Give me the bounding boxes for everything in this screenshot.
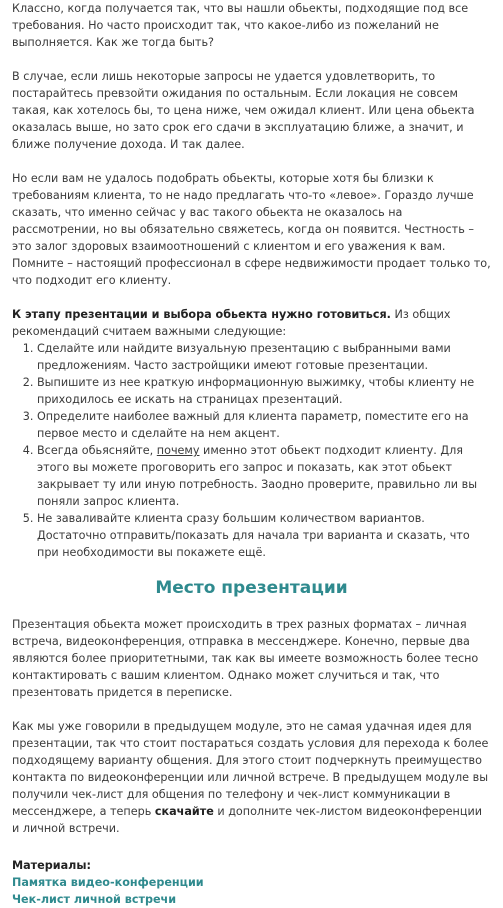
- list-item: 5. Не заваливайте клиента сразу большим количеством вариантов. Достаточно отправить/показать для начала три варианта и сказать, что при необходимости вы покажете ещё.: [37, 510, 491, 561]
- paragraph-no-match: Но если вам не удалось подобрать обьекты, которые хотя бы близки к требованиям клиента, то не надо предлагать что-то «левое». Гораздо лучше сказать, что именно сейчас у вас такого обьекта не оказалось на рассмотрении, но вы обязательно свяжетесь, когда он появится. Честность – это залог здоровых взаимоотношений с клиентом и его уважения к вам. Помните – настоящий профессионал в сфере недвижимости продает только то, что подходит его клиенту.: [12, 172, 491, 287]
- checklist-text-end: и дополните чек-листом видеоконференции и личной встречи.: [12, 805, 482, 835]
- list-item: 1. Сделайте или найдите визуальную презентацию с выбранными вами предложениям. Часто застройщики имеют готовые презентации.: [37, 340, 491, 374]
- paragraph-checklist: [12, 718, 491, 837]
- list-item-text: Всегда обьясняйте,: [37, 444, 157, 457]
- list-item: 2. Выпишите из нее краткую информационную выжимку, чтобы клиенту не приходилось ее искать на страницах презентаций.: [37, 374, 491, 408]
- prepare-rest-text: Из общих рекомендаций считаем важными следующие:: [12, 308, 451, 338]
- paragraph-prepare: [12, 306, 491, 340]
- list-item: [37, 442, 491, 510]
- underlined-word: почему: [156, 444, 200, 457]
- checklist-text: Как мы уже говорили в предыдущем модуле, это не самая удачная идея для презентации, так что стоит постараться создать условия для перехода к более подходящему варианту общения. Для этого стоит подчеркнуть преимущество контакта по видеоконференции или личной встрече. В предыдущем модуле вы получили чек-лист для общения по телефону и чек-лист коммуникации в мессенджере, а теперь: [12, 720, 489, 818]
- paragraph-partial-match: В случае, если лишь некоторые запросы не удается удовлетворить, то постарайтесь превзойти ожидания по остальным. Если локация не совсем такая, как хотелось бы, то цена ниже, чем ожидал клиент. Или цена обьекта оказалась выше, но зато срок его сдачи в эксплуатацию ближе, а значит, и ближе получение дохода. И так далее.: [12, 70, 475, 151]
- paragraph-formats: Презентация обьекта может происходить в трех разных форматах – личная встреча, видеоконференция, отправка в мессенджере. Конечно, первые два являются более приоритетными, так как вы имеете возможность более тесно контактировать с вашим клиентом. Однако может случиться и так, что презентовать придется в переписке.: [12, 618, 479, 699]
- section-heading: Место презентации: [155, 578, 348, 598]
- download-bold-text: скачайте: [154, 805, 214, 818]
- list-item: 3. Определите наиболее важный для клиента параметр, поместите его на первое место и сделайте на нем акцент.: [37, 408, 491, 442]
- prepare-bold-text: К этапу презентации и выбора обьекта нужно готовиться.: [12, 308, 391, 321]
- recommendations-list: [12, 340, 491, 561]
- link-video-conference-memo[interactable]: Памятка видео-конференции: [12, 876, 204, 889]
- materials-title: Материалы:: [12, 859, 91, 872]
- list-item-text: именно этот обьект подходит клиенту. Для этого вы можете проговорить его запрос и показать, как этот обьект закрывает ту или иную потребность. Заодно проверите, правильно ли вы поняли запрос клиента.: [37, 444, 478, 508]
- link-personal-meeting-checklist[interactable]: Чек-лист личной встречи: [12, 893, 177, 906]
- paragraph-intro: Классно, когда получается так, что вы нашли обьекты, подходящие под все требования. Но часто происходит так, что какое-либо из пожеланий не выполняется. Как же тогда быть?: [12, 2, 469, 49]
